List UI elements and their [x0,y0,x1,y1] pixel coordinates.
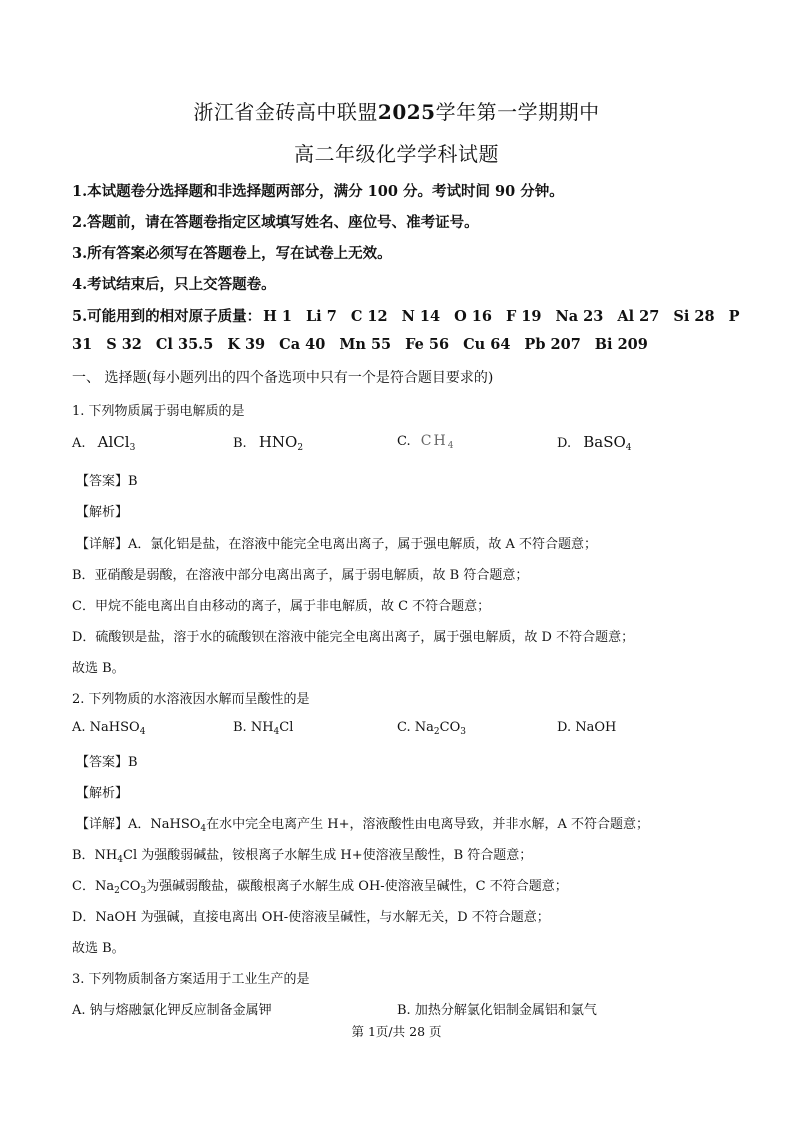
q2-stem: 2. 下列物质的水溶液因水解而呈酸性的是 [72,692,310,707]
q1-conclusion: 故选 B。 [72,661,125,676]
q2-c-main: Na [414,720,434,735]
q1-d-main: BaSO [583,433,626,451]
q2-answer: 【答案】B [76,755,138,770]
mass-na: Na 23 [555,308,604,325]
note-4: 4.考试结束后，只上交答题卷。 [72,276,276,293]
note-3: 3.所有答案必须写在答题卷上，写在试卷上无效。 [72,245,392,262]
q2-detail-3 [72,875,733,896]
exam-subtitle: 高二年级化学学科试题 [294,142,499,166]
mass-cl: Cl 35.5 [155,336,214,353]
mass-si: Si 28 [673,308,715,325]
mass-p-value: 31 [72,336,93,353]
q2-option-a [72,720,145,737]
mass-h: H 1 [263,308,292,325]
atomic-mass-label: 5.可能用到的相对原子质量： [72,308,262,325]
q3-stem: 3. 下列物质制备方案适用于工业生产的是 [72,972,310,987]
q1-option-d-label: D. [557,436,572,451]
mass-ca: Ca 40 [279,336,326,353]
q1-stem: 1. 下列物质属于弱电解质的是 [72,404,245,419]
q2-option-c [397,720,466,737]
q2-d3-b: 为强碱弱酸盐，碳酸根离子水解生成 OH-使溶液呈碱性，C 不符合题意； [146,879,568,894]
q2-d3-a: C．Na [72,879,115,894]
q2-d1-sub: 4 [200,824,207,834]
q2-analysis-label: 【解析】 [76,786,129,801]
q2-c-sub2: 3 [460,727,466,737]
q2-conclusion: 故选 B。 [72,941,125,956]
q1-c-main: CH [420,433,448,449]
q2-a-sub: 4 [139,727,146,737]
q2-detail-1 [76,813,733,834]
q1-b-sub: 2 [297,443,304,453]
title-year: 2025 [377,100,436,124]
mass-p: P [728,308,740,325]
mass-cu: Cu 64 [463,336,511,353]
mass-n: N 14 [401,308,441,325]
q1-option-a [72,433,135,453]
q2-d1-b: 在水中完全电离产生 H+，溶液酸性由电离导致，并非水解，A 不符合题意； [206,817,650,832]
q2-c-sub: 2 [433,727,440,737]
page-footer: 第 1页/共 28 页 [351,1024,442,1039]
mass-mn: Mn 55 [339,336,392,353]
q2-a-main: NaHSO [89,720,140,735]
q3-option-a: A. 钠与熔融氯化钾反应制备金属钾 [72,1003,272,1018]
q1-answer: 【答案】B [76,474,138,489]
q1-detail-1: 【详解】A．氯化铝是盐，在溶液中能完全电离出离子，属于强电解质，故 A 不符合题意； [76,537,598,552]
q1-a-sub: 3 [129,443,136,453]
q1-b-main: HNO [258,433,298,451]
mass-pb: Pb 207 [524,336,581,353]
q1-option-a-formula [98,433,136,451]
exam-title [0,96,793,125]
q2-c-mid: CO [439,720,461,735]
note-1: 1.本试题卷分选择题和非选择题两部分，满分 100 分。考试时间 90 分钟。 [72,183,564,200]
q2-d3-sub2: 3 [140,886,147,896]
section-heading: 一、 选择题(每小题列出的四个备选项中只有一个是符合题目要求的) [72,370,494,386]
title-part-a: 浙江省金砖高中联盟 [193,100,378,124]
q2-b-label: B. [233,720,251,735]
q2-option-b [233,720,293,737]
q2-d3-mid: CO [119,879,141,894]
q1-option-b-label: B. [233,436,247,451]
q2-detail-4: D．NaOH 为强碱，直接电离出 OH-使溶液呈碱性，与水解无关，D 不符合题意； [72,910,550,925]
mass-li: Li 7 [305,308,337,325]
note-5-atomic-masses-cont [72,336,733,353]
mass-o: O 16 [454,308,492,325]
q1-option-b [233,433,303,453]
q2-d2-b: Cl 为强酸弱碱盐，铵根离子水解生成 H+使溶液呈酸性，B 符合题意； [123,848,533,863]
q2-d1-a: 【详解】A．NaHSO [76,817,201,832]
q1-a-main: AlCl [97,433,130,451]
mass-f: F 19 [505,308,542,325]
title-part-b: 学年第一学期期中 [435,100,600,124]
q2-a-label: A. [72,720,90,735]
q1-option-c-label: C. [397,434,411,449]
mass-fe: Fe 56 [405,336,450,353]
q1-analysis-label: 【解析】 [76,505,129,520]
q1-option-d [557,433,632,453]
q3-option-b: B. 加热分解氯化铝制金属铝和氯气 [397,1003,597,1018]
note-2: 2.答题前，请在答题卷指定区域填写姓名、座位号、准考证号。 [72,214,479,231]
q2-b-sub: 4 [273,727,280,737]
mass-k: K 39 [227,336,266,353]
q1-option-d-formula [583,433,631,451]
q1-detail-3: C．甲烷不能电离出自由移动的离子，属于非电解质，故 C 不符合题意； [72,599,491,614]
q1-option-a-label: A. [72,436,86,451]
mass-bi: Bi 209 [594,336,648,353]
q2-option-d: D. NaOH [557,720,617,735]
mass-al: Al 27 [617,308,660,325]
q2-b-main: NH [250,720,274,735]
q1-option-b-formula [259,433,303,451]
q2-b-tail: Cl [279,720,294,735]
mass-c: C 12 [350,308,388,325]
q2-d3-sub: 2 [114,886,120,896]
q2-d2-sub: 4 [117,855,123,865]
q1-option-c-formula [421,433,456,449]
q1-detail-2: B．亚硝酸是弱酸，在溶液中部分电离出离子，属于弱电解质，故 B 符合题意； [72,568,529,583]
note-5-atomic-masses [72,305,740,326]
q1-c-sub: 4 [447,441,456,451]
q2-detail-2 [72,844,733,865]
q2-c-label: C. [397,720,415,735]
mass-s: S 32 [106,336,142,353]
q1-detail-4: D．硫酸钡是盐，溶于水的硫酸钡在溶液中能完全电离出离子，属于强电解质，故 D 不符合题意； [72,630,635,645]
q1-d-sub: 4 [625,443,632,453]
q1-option-c [397,433,455,451]
q2-d2-a: B．NH [72,848,118,863]
